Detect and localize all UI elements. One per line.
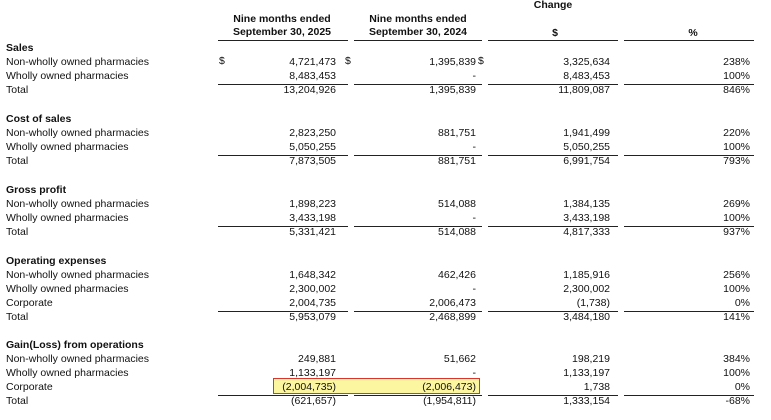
row-label: Corporate [6, 381, 53, 393]
cell-change-percent: -68% [725, 395, 750, 407]
cell-2024: (2,006,473) [422, 381, 476, 393]
cell-change-percent: 141% [723, 311, 750, 323]
cell-2024: (1,954,811) [423, 395, 476, 407]
cell-change-dollar: 3,325,634 [563, 56, 610, 68]
header-underline-2025 [218, 40, 348, 41]
cell-change-dollar: 2,300,002 [563, 283, 610, 295]
cell-change-dollar: 1,384,135 [563, 198, 610, 210]
cell-change-percent: 220% [723, 127, 750, 139]
cell-change-percent: 100% [723, 283, 750, 295]
row-label: Total [6, 155, 29, 167]
cell-change-dollar: 11,809,087 [558, 84, 610, 96]
cell-2025: 2,823,250 [289, 127, 336, 139]
section-title: Gross profit [6, 184, 67, 196]
row-label: Non-wholly owned pharmacies [6, 353, 149, 365]
cell-2025: 5,953,079 [289, 311, 336, 323]
cell-change-dollar: 3,484,180 [563, 311, 610, 323]
cell-change-percent: 0% [734, 297, 750, 309]
cell-change-percent: 793% [723, 155, 750, 167]
row-label: Non-wholly owned pharmacies [6, 269, 149, 281]
cell-2025: 13,204,926 [283, 84, 336, 96]
row-label: Total [6, 84, 29, 96]
cell-change-percent: 100% [723, 212, 750, 224]
cell-change-dollar: 8,483,453 [563, 70, 610, 82]
row-label: Non-wholly owned pharmacies [6, 198, 149, 210]
cell-change-dollar: 5,050,255 [563, 141, 610, 153]
cell-change-dollar: 4,817,333 [563, 226, 610, 238]
cell-2025: 1,898,223 [289, 198, 336, 210]
cell-2024: 881,751 [438, 127, 476, 139]
cell-2025: 5,331,421 [289, 226, 336, 238]
cell-2024: 514,088 [438, 226, 476, 238]
row-label: Total [6, 226, 29, 238]
currency-symbol-2025: $ [219, 55, 225, 67]
cell-2025: 3,433,198 [289, 212, 336, 224]
col-2025-header-line1: Nine months ended [233, 13, 331, 25]
cell-2025: 249,881 [298, 353, 336, 365]
cell-2024: 881,751 [438, 155, 476, 167]
cell-2024: 1,395,839 [429, 56, 476, 68]
header-underline-change-percent [624, 40, 754, 41]
cell-change-percent: 100% [723, 141, 750, 153]
cell-change-dollar: 1,133,197 [563, 367, 610, 379]
cell-2025: 7,873,505 [289, 155, 336, 167]
row-label: Wholly owned pharmacies [6, 212, 129, 224]
header-underline-2024 [354, 40, 482, 41]
cell-2024: 51,662 [443, 353, 476, 365]
cell-2024: 462,426 [438, 269, 476, 281]
row-label: Wholly owned pharmacies [6, 70, 129, 82]
cell-2025: (2,004,735) [282, 381, 336, 393]
cell-change-percent: 846% [723, 84, 750, 96]
cell-2025: 2,300,002 [289, 283, 336, 295]
cell-change-dollar: 198,219 [572, 353, 610, 365]
cell-2025: 1,133,197 [289, 367, 336, 379]
row-label: Corporate [6, 297, 53, 309]
change-percent-header: % [688, 27, 698, 39]
cell-2024: - [472, 70, 476, 82]
row-label: Non-wholly owned pharmacies [6, 127, 149, 139]
cell-change-percent: 100% [723, 70, 750, 82]
section-title: Cost of sales [6, 113, 72, 125]
change-dollar-header: $ [552, 27, 558, 39]
cell-change-percent: 0% [734, 381, 750, 393]
cell-change-percent: 384% [723, 353, 750, 365]
row-label: Wholly owned pharmacies [6, 141, 129, 153]
cell-2025: 2,004,735 [289, 297, 336, 309]
header-underline-change-dollar [488, 40, 618, 41]
cell-2025: 5,050,255 [289, 141, 336, 153]
cell-2025: 4,721,473 [289, 56, 336, 68]
cell-2024: - [472, 212, 476, 224]
cell-2024: 2,468,899 [429, 311, 476, 323]
cell-2025: 1,648,342 [289, 269, 336, 281]
cell-change-dollar: 3,433,198 [563, 212, 610, 224]
col-2024-header-line1: Nine months ended [369, 13, 467, 25]
col-2025-header-line2: September 30, 2025 [232, 26, 332, 38]
row-label: Total [6, 311, 29, 323]
section-title: Sales [6, 42, 34, 54]
cell-change-dollar: 1,185,916 [563, 269, 610, 281]
row-label: Wholly owned pharmacies [6, 367, 129, 379]
cell-change-percent: 256% [723, 269, 750, 281]
row-label: Total [6, 395, 29, 407]
row-label: Wholly owned pharmacies [6, 283, 129, 295]
change-header: Change [533, 0, 573, 11]
col-2024-header-line2: September 30, 2024 [368, 26, 468, 38]
cell-change-percent: 238% [723, 56, 750, 68]
cell-change-percent: 269% [723, 198, 750, 210]
cell-2024: - [472, 367, 476, 379]
cell-change-dollar: 1,941,499 [563, 127, 610, 139]
section-title: Operating expenses [6, 255, 107, 267]
cell-change-dollar: 6,991,754 [563, 155, 610, 167]
cell-2024: 2,006,473 [429, 297, 476, 309]
cell-2024: - [472, 141, 476, 153]
cell-2025: (621,657) [291, 395, 336, 407]
cell-change-dollar: 1,333,154 [563, 395, 610, 407]
cell-change-percent: 100% [723, 367, 750, 379]
cell-change-dollar: (1,738) [576, 297, 610, 309]
section-title: Gain(Loss) from operations [6, 339, 144, 351]
cell-2024: 1,395,839 [429, 84, 476, 96]
currency-symbol-2024: $ [345, 55, 351, 67]
cell-2025: 8,483,453 [289, 70, 336, 82]
cell-2024: 514,088 [438, 198, 476, 210]
currency-symbol-change: $ [478, 55, 484, 67]
cell-change-dollar: 1,738 [583, 381, 610, 393]
cell-2024: - [472, 283, 476, 295]
cell-change-percent: 937% [723, 226, 750, 238]
row-label: Non-wholly owned pharmacies [6, 56, 149, 68]
